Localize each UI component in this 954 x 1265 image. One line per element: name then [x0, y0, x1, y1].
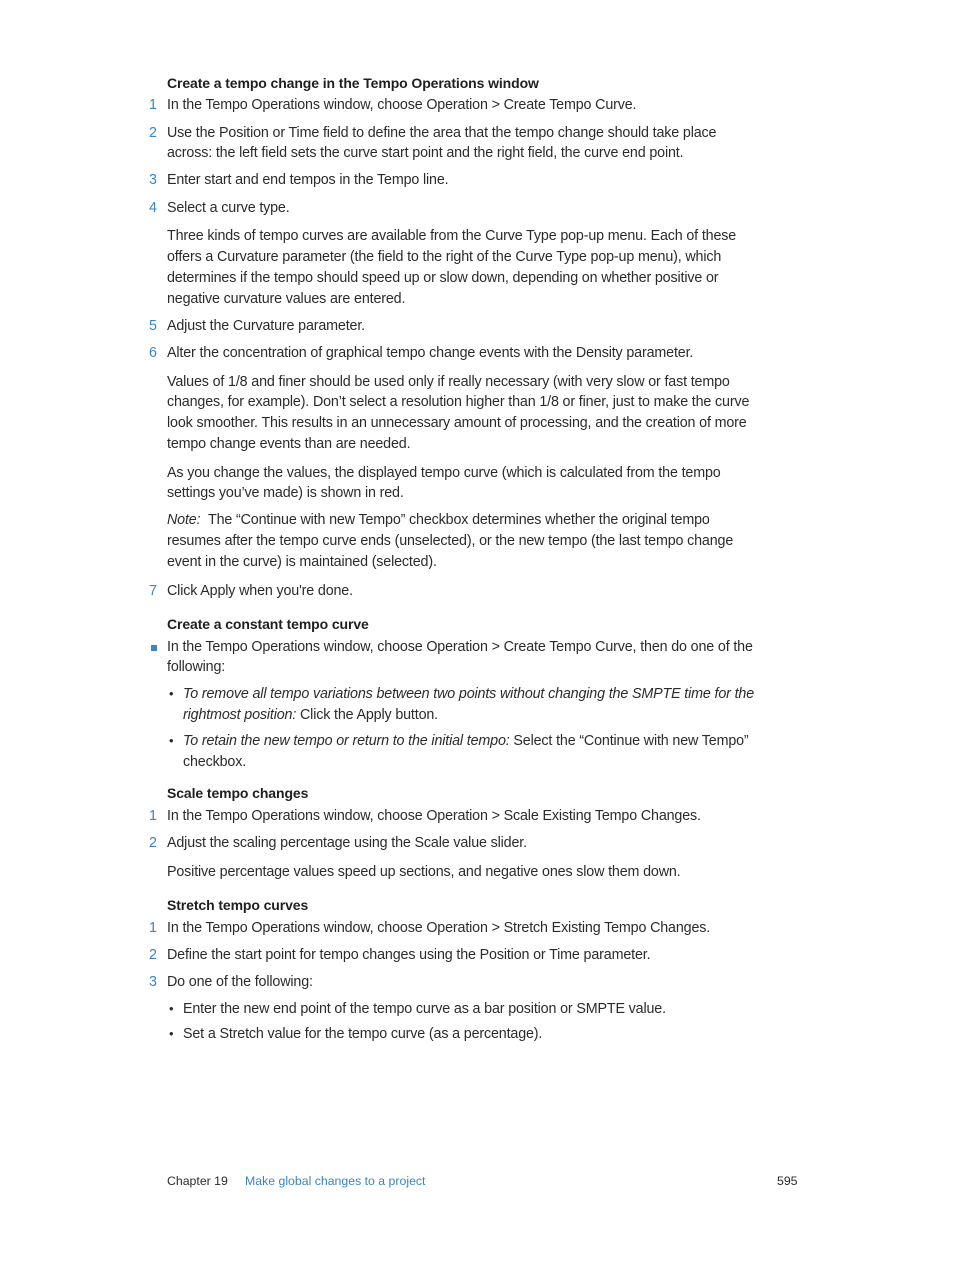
- paragraph-line: Three kinds of tempo curves are available from the Curve Type pop-up menu. Each of these: [167, 228, 737, 244]
- bullet-dot-icon: •: [169, 1026, 174, 1041]
- paragraph-line: tempo change events than are needed.: [167, 436, 411, 452]
- bullet-text: Set a Stretch value for the tempo curve (as a percentage).: [183, 1026, 543, 1042]
- bullet-dot-icon: •: [169, 686, 174, 701]
- step-number: 2: [149, 947, 157, 963]
- step-text: across: the left field sets the curve start point and the right field, the curve end point.: [167, 145, 684, 161]
- note-text: event in the curve) is maintained (selected).: [167, 554, 437, 570]
- bullet-rest-text: Select the “Continue with new Tempo”: [509, 733, 749, 749]
- paragraph-line: look smoother. This results in an unnecessary amount of processing, and the creation of more: [167, 415, 747, 431]
- step-number: 1: [149, 97, 157, 113]
- bullet-rest-text: Click the Apply button.: [296, 707, 439, 723]
- square-bullet-icon: [151, 645, 157, 651]
- step-text: In the Tempo Operations window, choose Operation > Scale Existing Tempo Changes.: [167, 808, 701, 824]
- section-heading-constant-tempo: Create a constant tempo curve: [167, 616, 369, 632]
- bullet-text: Enter the new end point of the tempo curve as a bar position or SMPTE value.: [183, 1001, 666, 1017]
- bullet-text: checkbox.: [183, 754, 247, 770]
- step-number: 2: [149, 835, 157, 851]
- step-number: 3: [149, 172, 157, 188]
- bullet-text: [183, 707, 438, 723]
- paragraph-line: settings you’ve made) is shown in red.: [167, 485, 404, 501]
- paragraph-line: Values of 1/8 and finer should be used only if really necessary (with very slow or fast tempo: [167, 374, 730, 390]
- paragraph-line: determines if the tempo should speed up or slow down, depending on whether positive or: [167, 270, 719, 286]
- step-number: 3: [149, 974, 157, 990]
- note-text: resumes after the tempo curve ends (unselected), or the new tempo (the last tempo change: [167, 533, 734, 549]
- paragraph-line: offers a Curvature parameter (the field to the right of the Curve Type pop-up menu), which: [167, 249, 722, 265]
- bullet-dot-icon: •: [169, 1001, 174, 1016]
- page-number: 595: [777, 1174, 798, 1188]
- step-number: 2: [149, 125, 157, 141]
- bullet-italic-text: rightmost position:: [183, 707, 297, 723]
- section-heading-stretch-tempo: Stretch tempo curves: [167, 897, 309, 913]
- step-text: Do one of the following:: [167, 974, 313, 990]
- step-text: Define the start point for tempo changes using the Position or Time parameter.: [167, 947, 651, 963]
- step-number: 1: [149, 808, 157, 824]
- step-text: Use the Position or Time field to define the area that the tempo change should take place: [167, 125, 717, 141]
- bullet-text: [183, 733, 749, 749]
- step-number: 5: [149, 318, 157, 334]
- step-text: Adjust the scaling percentage using the Scale value slider.: [167, 835, 527, 851]
- step-number: 6: [149, 345, 157, 361]
- step-number: 4: [149, 200, 157, 216]
- section-heading-scale-tempo: Scale tempo changes: [167, 785, 309, 801]
- step-text: Enter start and end tempos in the Tempo line.: [167, 172, 449, 188]
- paragraph-line: As you change the values, the displayed tempo curve (which is calculated from the tempo: [167, 465, 721, 481]
- step-text: Click Apply when you're done.: [167, 583, 353, 599]
- step-number: 1: [149, 920, 157, 936]
- footer-chapter: Chapter 19: [167, 1174, 228, 1188]
- step-text: Select a curve type.: [167, 200, 290, 216]
- bullet-dot-icon: •: [169, 733, 174, 748]
- step-number: 7: [149, 583, 157, 599]
- paragraph-line: Positive percentage values speed up sections, and negative ones slow them down.: [167, 864, 681, 880]
- paragraph-line: negative curvature values are entered.: [167, 291, 406, 307]
- note-label: Note:: [167, 512, 201, 528]
- list-item-text: following:: [167, 659, 226, 675]
- note-text: The “Continue with new Tempo” checkbox determines whether the original tempo: [208, 512, 710, 528]
- bullet-italic-text: To remove all tempo variations between two points without changing the SMPTE time for the: [183, 686, 755, 702]
- step-text: Adjust the Curvature parameter.: [167, 318, 365, 334]
- footer-chapter-link[interactable]: Make global changes to a project: [245, 1174, 426, 1188]
- list-item-text: In the Tempo Operations window, choose Operation > Create Tempo Curve, then do one of the: [167, 639, 753, 655]
- step-text: In the Tempo Operations window, choose Operation > Create Tempo Curve.: [167, 97, 637, 113]
- paragraph-line: changes, for example). Don’t select a resolution higher than 1/8 or finer, just to make the curve: [167, 394, 750, 410]
- step-text: In the Tempo Operations window, choose Operation > Stretch Existing Tempo Changes.: [167, 920, 711, 936]
- step-text: Alter the concentration of graphical tempo change events with the Density parameter.: [167, 345, 694, 361]
- bullet-italic-text: To retain the new tempo or return to the initial tempo:: [183, 733, 510, 749]
- section-heading-create-tempo-change: Create a tempo change in the Tempo Operations window: [167, 75, 539, 91]
